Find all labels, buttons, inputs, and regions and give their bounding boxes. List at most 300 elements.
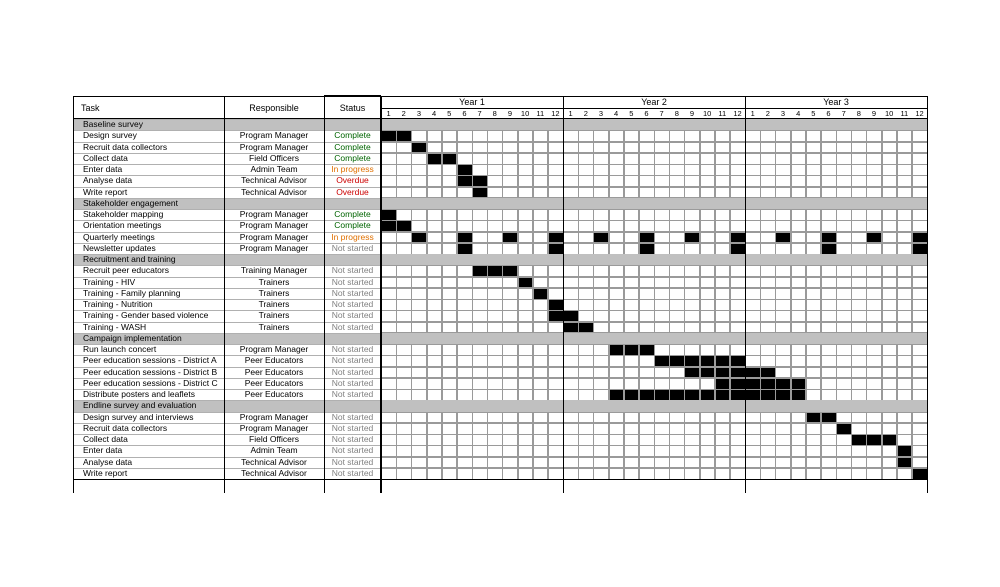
gantt-grid-cell [700, 457, 716, 469]
gantt-grid-cell [442, 299, 458, 311]
gantt-grid-cell [836, 187, 852, 199]
gantt-grid-cell [457, 142, 473, 154]
gantt-grid-cell [882, 164, 898, 176]
gantt-grid-cell [548, 355, 564, 367]
gantt-grid-cell [457, 457, 473, 469]
gantt-grid-cell [411, 412, 427, 424]
gantt-grid-cell [669, 243, 685, 255]
gantt-grid-cell [457, 220, 473, 232]
header-top-border [73, 96, 927, 97]
task-name: Analyse data [83, 456, 133, 467]
gantt-grid-cell [669, 468, 685, 480]
gantt-grid-cell [487, 220, 503, 232]
gantt-grid-cell [411, 310, 427, 322]
gantt-grid-cell [730, 457, 746, 469]
gantt-grid-cell [745, 468, 761, 480]
gantt-bar-cell [639, 389, 655, 401]
gantt-grid-cell [851, 130, 867, 142]
gantt-grid-cell [836, 142, 852, 154]
gantt-bar-cell [639, 232, 655, 244]
gantt-grid-cell [442, 434, 458, 446]
gantt-grid-cell [396, 322, 412, 334]
gantt-grid-cell [760, 209, 776, 221]
gantt-grid-cell [472, 130, 488, 142]
gantt-grid-cell [396, 243, 412, 255]
gantt-grid-cell [396, 423, 412, 435]
gantt-grid-cell [609, 412, 625, 424]
gantt-grid-cell [851, 277, 867, 289]
row-divider [73, 412, 381, 413]
task-responsible: Technical Advisor [241, 186, 307, 197]
section-title: Baseline survey [83, 119, 144, 129]
gantt-bar-cell [381, 130, 397, 142]
gantt-grid-cell [487, 378, 503, 390]
gantt-grid-cell [669, 232, 685, 244]
gantt-grid-cell [427, 209, 443, 221]
gantt-grid-cell [624, 423, 640, 435]
gantt-grid-cell [502, 310, 518, 322]
gantt-grid-cell [912, 265, 928, 277]
gantt-grid-cell [669, 187, 685, 199]
gantt-bar-cell [806, 412, 822, 424]
gantt-grid-cell [866, 243, 882, 255]
task-responsible: Program Manager [239, 231, 309, 242]
task-column-header: Task [81, 103, 100, 113]
left-border [73, 96, 74, 493]
gantt-grid-cell [427, 299, 443, 311]
gantt-grid-cell [487, 288, 503, 300]
gantt-grid-cell [669, 423, 685, 435]
gantt-grid-cell [563, 445, 579, 457]
gantt-grid-cell [593, 389, 609, 401]
gantt-grid-cell [775, 130, 791, 142]
gantt-grid-cell [836, 232, 852, 244]
gantt-grid-cell [745, 209, 761, 221]
gantt-grid-cell [791, 445, 807, 457]
gantt-grid-cell [851, 175, 867, 187]
month-header: 4 [431, 109, 437, 118]
gantt-grid-cell [609, 378, 625, 390]
gantt-bar-cell [472, 187, 488, 199]
gantt-grid-cell [624, 142, 640, 154]
gantt-grid-cell [518, 423, 534, 435]
gantt-bar-cell [487, 265, 503, 277]
task-status: Not started [331, 389, 374, 399]
task-status: Complete [334, 130, 371, 141]
row-divider [73, 164, 381, 165]
gantt-grid-cell [836, 468, 852, 480]
gantt-grid-cell [578, 445, 594, 457]
gantt-grid-cell [396, 288, 412, 300]
gantt-grid-cell [578, 378, 594, 390]
gantt-grid-cell [548, 344, 564, 356]
gantt-grid-cell [745, 142, 761, 154]
gantt-grid-cell [381, 265, 397, 277]
gantt-grid-cell [775, 457, 791, 469]
gantt-grid-cell [745, 243, 761, 255]
gantt-grid-cell [866, 457, 882, 469]
gantt-grid-cell [442, 344, 458, 356]
gantt-grid-cell [518, 367, 534, 379]
month-header: 12 [733, 109, 742, 118]
gantt-bar-cell [745, 378, 761, 390]
gantt-grid-cell [381, 187, 397, 199]
gantt-grid-cell [427, 355, 443, 367]
gantt-grid-cell [639, 468, 655, 480]
gantt-grid-cell [487, 277, 503, 289]
task-responsible: Admin Team [250, 445, 298, 456]
gantt-grid-cell [502, 277, 518, 289]
gantt-grid-cell [836, 310, 852, 322]
gantt-grid-cell [821, 164, 837, 176]
gantt-grid-cell [457, 389, 473, 401]
month-header: 9 [871, 109, 877, 118]
gantt-grid-cell [639, 434, 655, 446]
gantt-grid-cell [760, 243, 776, 255]
gantt-grid-cell [563, 299, 579, 311]
gantt-grid-cell [487, 344, 503, 356]
gantt-bar-cell [897, 445, 913, 457]
responsible-col-border [224, 96, 225, 493]
row-divider [73, 468, 381, 469]
gantt-grid-cell [533, 130, 549, 142]
gantt-bar-cell [821, 232, 837, 244]
task-name: Write report [83, 186, 128, 197]
gantt-grid-cell [821, 344, 837, 356]
gantt-bar-cell [851, 434, 867, 446]
gantt-grid-cell [684, 142, 700, 154]
gantt-grid-cell [609, 130, 625, 142]
gantt-grid-cell [836, 445, 852, 457]
task-status: Not started [331, 299, 374, 309]
gantt-grid-cell [396, 378, 412, 390]
gantt-grid-cell [806, 344, 822, 356]
gantt-grid-cell [427, 220, 443, 232]
gantt-grid-cell [442, 378, 458, 390]
gantt-grid-cell [502, 130, 518, 142]
gantt-grid-cell [669, 344, 685, 356]
gantt-grid-cell [836, 209, 852, 221]
gantt-grid-cell [700, 243, 716, 255]
gantt-grid-cell [684, 164, 700, 176]
gantt-grid-cell [866, 468, 882, 480]
gantt-grid-cell [775, 445, 791, 457]
gantt-grid-cell [396, 367, 412, 379]
gantt-bar-cell [472, 265, 488, 277]
gantt-grid-cell [897, 130, 913, 142]
gantt-grid-cell [502, 187, 518, 199]
gantt-grid-cell [806, 232, 822, 244]
gantt-grid-cell [669, 367, 685, 379]
month-header: 9 [507, 109, 513, 118]
gantt-grid-cell [745, 288, 761, 300]
gantt-grid-cell [563, 367, 579, 379]
gantt-grid-cell [563, 355, 579, 367]
gantt-grid-cell [836, 277, 852, 289]
gantt-grid-cell [427, 367, 443, 379]
gantt-grid-cell [593, 412, 609, 424]
gantt-grid-cell [609, 355, 625, 367]
gantt-grid-cell [396, 389, 412, 401]
gantt-grid-cell [518, 153, 534, 165]
gantt-grid-cell [775, 288, 791, 300]
gantt-bar-cell [442, 153, 458, 165]
gantt-grid-cell [548, 187, 564, 199]
gantt-grid-cell [427, 310, 443, 322]
gantt-grid-cell [427, 243, 443, 255]
gantt-grid-cell [912, 445, 928, 457]
gantt-grid-cell [806, 220, 822, 232]
gantt-bar-cell [654, 355, 670, 367]
gantt-grid-cell [700, 445, 716, 457]
gantt-bar-cell [624, 389, 640, 401]
gantt-grid-cell [821, 288, 837, 300]
gantt-grid-cell [472, 378, 488, 390]
gantt-grid-cell [457, 412, 473, 424]
gantt-grid-cell [502, 389, 518, 401]
gantt-grid-cell [684, 153, 700, 165]
task-status: Not started [331, 265, 374, 276]
gantt-grid-cell [760, 423, 776, 435]
gantt-grid-cell [775, 220, 791, 232]
gantt-grid-cell [684, 265, 700, 277]
gantt-grid-cell [533, 299, 549, 311]
gantt-grid-cell [639, 277, 655, 289]
year-header-3: Year 3 [823, 97, 849, 107]
gantt-grid-cell [487, 130, 503, 142]
gantt-grid-cell [836, 378, 852, 390]
gantt-grid-cell [654, 299, 670, 311]
gantt-grid-cell [609, 232, 625, 244]
row-divider [73, 355, 381, 356]
gantt-grid-cell [502, 243, 518, 255]
gantt-grid-cell [639, 130, 655, 142]
gantt-bar-cell [912, 468, 928, 480]
gantt-grid-cell [882, 344, 898, 356]
gantt-grid-cell [578, 187, 594, 199]
gantt-grid-cell [866, 187, 882, 199]
gantt-grid-cell [381, 434, 397, 446]
gantt-grid-cell [851, 423, 867, 435]
gantt-grid-cell [457, 378, 473, 390]
gantt-grid-cell [593, 288, 609, 300]
gantt-grid-cell [502, 322, 518, 334]
gantt-grid-cell [866, 367, 882, 379]
gantt-bar-cell [866, 232, 882, 244]
row-divider [73, 265, 381, 266]
gantt-grid-cell [882, 367, 898, 379]
gantt-grid-cell [381, 153, 397, 165]
task-status: Not started [331, 467, 374, 478]
gantt-grid-cell [806, 322, 822, 334]
task-status: Complete [334, 152, 371, 163]
gantt-grid-cell [502, 220, 518, 232]
gantt-grid-cell [502, 434, 518, 446]
gantt-grid-cell [806, 457, 822, 469]
gantt-grid-cell [806, 355, 822, 367]
gantt-grid-cell [593, 423, 609, 435]
gantt-grid-cell [563, 175, 579, 187]
gantt-grid-cell [396, 209, 412, 221]
gantt-grid-cell [609, 434, 625, 446]
gantt-bar-cell [700, 355, 716, 367]
gantt-grid-cell [518, 209, 534, 221]
gantt-bar-cell [563, 322, 579, 334]
gantt-grid-cell [851, 445, 867, 457]
gantt-grid-cell [669, 378, 685, 390]
gantt-grid-cell [563, 265, 579, 277]
gantt-grid-cell [381, 232, 397, 244]
gantt-bar-cell [684, 367, 700, 379]
gantt-grid-cell [775, 355, 791, 367]
gantt-grid-cell [851, 153, 867, 165]
month-header: 1 [750, 109, 755, 118]
gantt-grid-cell [684, 412, 700, 424]
gantt-grid-cell [851, 288, 867, 300]
gantt-grid-cell [411, 288, 427, 300]
gantt-grid-cell [866, 310, 882, 322]
task-name: Design survey [83, 130, 137, 141]
gantt-grid-cell [578, 355, 594, 367]
gantt-grid-cell [912, 355, 928, 367]
gantt-grid-cell [396, 434, 412, 446]
gantt-grid-cell [897, 243, 913, 255]
gantt-bar-cell [548, 299, 564, 311]
gantt-grid-cell [730, 153, 746, 165]
gantt-grid-cell [684, 468, 700, 480]
gantt-grid-cell [381, 468, 397, 480]
gantt-grid-cell [912, 288, 928, 300]
gantt-grid-cell [745, 175, 761, 187]
gantt-grid-cell [821, 175, 837, 187]
gantt-grid-cell [882, 468, 898, 480]
gantt-grid-cell [654, 434, 670, 446]
gantt-grid-cell [578, 434, 594, 446]
task-status: Not started [331, 344, 374, 354]
gantt-grid-cell [457, 322, 473, 334]
gantt-grid-cell [882, 355, 898, 367]
gantt-bar-cell [760, 389, 776, 401]
gantt-grid-cell [442, 457, 458, 469]
gantt-grid-cell [745, 457, 761, 469]
gantt-grid-cell [609, 322, 625, 334]
gantt-grid-cell [730, 164, 746, 176]
gantt-grid-cell [715, 164, 731, 176]
gantt-grid-cell [745, 187, 761, 199]
gantt-grid-cell [882, 378, 898, 390]
gantt-bar-cell [472, 175, 488, 187]
gantt-grid-cell [609, 277, 625, 289]
gantt-grid-cell [609, 187, 625, 199]
gantt-grid-cell [851, 243, 867, 255]
gantt-grid-cell [487, 423, 503, 435]
gantt-grid-cell [806, 153, 822, 165]
gantt-grid-cell [654, 220, 670, 232]
gantt-grid-cell [866, 142, 882, 154]
gantt-grid-cell [411, 457, 427, 469]
gantt-grid-cell [897, 209, 913, 221]
gantt-bar-cell [715, 355, 731, 367]
gantt-grid-cell [518, 344, 534, 356]
gantt-grid-cell [563, 434, 579, 446]
gantt-grid-cell [821, 130, 837, 142]
gantt-grid-cell [882, 423, 898, 435]
gantt-grid-cell [684, 220, 700, 232]
gantt-grid-cell [624, 434, 640, 446]
gantt-grid-cell [502, 142, 518, 154]
gantt-grid-cell [624, 355, 640, 367]
gantt-bar-cell [715, 389, 731, 401]
gantt-grid-cell [442, 423, 458, 435]
gantt-grid-cell [791, 153, 807, 165]
gantt-grid-cell [624, 232, 640, 244]
gantt-bar-cell [700, 367, 716, 379]
gantt-grid-cell [760, 445, 776, 457]
gantt-bar-cell [775, 378, 791, 390]
gantt-grid-cell [851, 265, 867, 277]
gantt-grid-cell [502, 423, 518, 435]
gantt-grid-cell [700, 175, 716, 187]
gantt-grid-cell [806, 175, 822, 187]
gantt-grid-cell [715, 243, 731, 255]
gantt-grid-cell [624, 412, 640, 424]
gantt-grid-cell [912, 310, 928, 322]
gantt-grid-cell [548, 220, 564, 232]
gantt-grid-cell [427, 445, 443, 457]
gantt-bar-cell [563, 310, 579, 322]
gantt-grid-cell [518, 265, 534, 277]
gantt-grid-cell [760, 355, 776, 367]
gantt-grid-cell [866, 265, 882, 277]
gantt-grid-cell [593, 445, 609, 457]
gantt-grid-cell [821, 277, 837, 289]
gantt-grid-cell [457, 130, 473, 142]
month-header: 2 [401, 109, 406, 118]
gantt-grid-cell [624, 445, 640, 457]
gantt-grid-cell [442, 187, 458, 199]
gantt-grid-cell [593, 175, 609, 187]
gantt-grid-cell [427, 378, 443, 390]
gantt-grid-cell [715, 434, 731, 446]
task-status: Not started [331, 445, 374, 456]
gantt-grid-cell [624, 310, 640, 322]
row-divider [73, 187, 381, 188]
row-divider [73, 400, 381, 401]
gantt-grid-cell [381, 412, 397, 424]
gantt-grid-cell [654, 468, 670, 480]
gantt-grid-cell [882, 220, 898, 232]
gantt-grid-cell [487, 389, 503, 401]
gantt-bar-cell [502, 265, 518, 277]
gantt-grid-cell [882, 288, 898, 300]
gantt-grid-cell [897, 434, 913, 446]
task-status: Not started [331, 287, 374, 298]
gantt-grid-cell [866, 130, 882, 142]
gantt-grid-cell [396, 175, 412, 187]
task-responsible: Admin Team [250, 164, 298, 174]
gantt-grid-cell [624, 367, 640, 379]
gantt-grid-cell [700, 378, 716, 390]
gantt-bar-cell [427, 153, 443, 165]
gantt-grid-cell [381, 299, 397, 311]
gantt-grid-cell [578, 367, 594, 379]
gantt-grid-cell [472, 153, 488, 165]
gantt-grid-cell [518, 389, 534, 401]
gantt-grid-cell [791, 355, 807, 367]
gantt-grid-cell [730, 468, 746, 480]
gantt-grid-cell [851, 164, 867, 176]
task-responsible: Program Manager [239, 130, 309, 141]
